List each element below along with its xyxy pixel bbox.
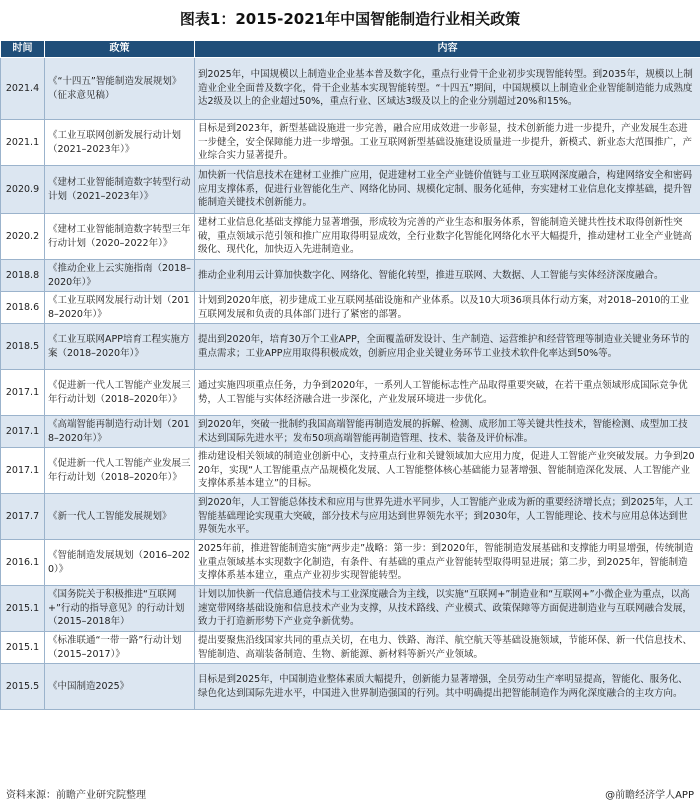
table-row bbox=[1, 448, 700, 494]
time-cell: 2015.1 bbox=[1, 586, 45, 632]
policy-cell: 《新一代人工智能发展规划》 bbox=[45, 494, 195, 540]
content-cell: 目标是到2023年，新型基础设施进一步完善，融合应用成效进一步彰显，技术创新能力进一步提升，产业发展生态进一步健全，安全保障能力进一步增强。工业互联网新型基础设施建设质量进一步提升，新模式、新业态大范围推广，产业综合实力显著提升。 bbox=[195, 120, 700, 166]
policy-cell: 《促进新一代人工智能产业发展三年行动计划（2018–2020年）》 bbox=[45, 448, 195, 494]
table-row bbox=[1, 166, 700, 214]
table-row bbox=[1, 540, 700, 586]
time-cell: 2018.5 bbox=[1, 324, 45, 370]
policy-cell: 《促进新一代人工智能产业发展三年行动计划（2018–2020年）》 bbox=[45, 370, 195, 416]
time-cell: 2020.2 bbox=[1, 214, 45, 260]
table-row bbox=[1, 494, 700, 540]
content-cell: 计划到2020年底，初步建成工业互联网基础设施和产业体系。以及10大项36项具体行动方案，对2018–2010的工业互联网发展和负责的具体部门进行了紧密的部署。 bbox=[195, 292, 700, 324]
content-cell: 到2025年，中国规模以上制造业企业基本普及数字化，重点行业骨干企业初步实现智能转型。到2035年，规模以上制造业企业全面普及数字化，骨干企业基本实现智能转型。“十四五”期间，中国规模以上制造业企业智能制造能力成熟度达2级及以上的企业超过50%，重点行业、区域达3级及以上的企业分别超过20%和15%。 bbox=[195, 58, 700, 120]
policy-cell: 《工业互联网创新发展行动计划（2021–2023年）》 bbox=[45, 120, 195, 166]
header-policy: 政策 bbox=[45, 41, 195, 58]
time-cell: 2020.9 bbox=[1, 166, 45, 214]
content-cell: 加快新一代信息技术在建材工业推广应用，促进建材工业全产业链价值链与工业互联网深度融合，构建网络安全和密码应用支撑体系，促进行业智能化生产、网络化协同、规模化定制、服务化延伸，夯实建材工业信息化支撑基础，提升智能制造关键技术创新能力。 bbox=[195, 166, 700, 214]
header-content: 内容 bbox=[195, 41, 700, 58]
header-time: 时间 bbox=[1, 41, 45, 58]
content-cell: 到2020年，突破一批制约我国高端智能再制造发展的拆解、检测、成形加工等关键共性技术，智能检测、成型加工技术达到国际先进水平；发布50项高端智能再制造管理、技术、装备及评价标准。 bbox=[195, 416, 700, 448]
table-row bbox=[1, 370, 700, 416]
time-cell: 2021.1 bbox=[1, 120, 45, 166]
content-cell: 推动企业利用云计算加快数字化、网络化、智能化转型，推进互联网、大数据、人工智能与实体经济深度融合。 bbox=[195, 260, 700, 292]
table-row bbox=[1, 586, 700, 632]
source-note: 资料来源：前瞻产业研究院整理 bbox=[6, 790, 146, 801]
policy-cell: 《中国制造2025》 bbox=[45, 664, 195, 710]
content-cell: 到2020年，人工智能总体技术和应用与世界先进水平同步，人工智能产业成为新的重要经济增长点；到2025年，人工智能基础理论实现重大突破，部分技术与应用达到世界领先水平；到2030年，人工智能理论、技术与应用总体达到世界领先水平。 bbox=[195, 494, 700, 540]
content-cell: 提出要聚焦沿线国家共同的重点关切，在电力、铁路、海洋、航空航天等基础设施领域，节能环保、新一代信息技术、智能制造、高端装备制造、生物、新能源、新材料等新兴产业领域。 bbox=[195, 632, 700, 664]
policy-cell: 《智能制造发展规划（2016–2020）》 bbox=[45, 540, 195, 586]
time-cell: 2017.1 bbox=[1, 370, 45, 416]
table-header-row bbox=[1, 41, 700, 58]
policy-cell: 《建材工业智能制造数字转型三年行动计划（2020–2022年）》 bbox=[45, 214, 195, 260]
table-row bbox=[1, 260, 700, 292]
page-title: 图表1：2015-2021年中国智能制造行业相关政策 bbox=[179, 10, 521, 28]
content-cell: 计划以加快新一代信息通信技术与工业深度融合为主线，以实施“互联网+”制造业和“互联网+”小微企业为重点，以高速宽带网络基础设施和信息技术产业为支撑，从技术路线、产业模式、政策保障等方面促进制造业与互联网融合发展，致力于打造新形势下产业竞争新优势。 bbox=[195, 586, 700, 632]
table-row bbox=[1, 416, 700, 448]
table-row bbox=[1, 214, 700, 260]
time-cell: 2015.5 bbox=[1, 664, 45, 710]
content-cell: 提出到2020年，培育30万个工业APP，全面覆盖研发设计、生产制造、运营维护和经营管理等制造业关键业务环节的重点需求；工业APP应用取得积极成效，创新应用企业关键业务环节工业技术软件化率达到50%等。 bbox=[195, 324, 700, 370]
table-row bbox=[1, 120, 700, 166]
content-cell: 目标是到2025年，中国制造业整体素质大幅提升，创新能力显著增强，全员劳动生产率明显提高，智能化、服务化、绿色化达到国际先进水平，中国进入世界制造强国的行列。其中明确提出把智能制造作为两化深度融合的主攻方向。 bbox=[195, 664, 700, 710]
time-cell: 2017.7 bbox=[1, 494, 45, 540]
policy-cell: 《国务院关于积极推进“互联网+”行动的指导意见》的行动计划（2015–2018年） bbox=[45, 586, 195, 632]
policy-cell: 《建材工业智能制造数字转型行动计划（2021–2023年）》 bbox=[45, 166, 195, 214]
policy-cell: 《工业互联网APP培育工程实施方案（2018–2020年）》 bbox=[45, 324, 195, 370]
time-cell: 2018.8 bbox=[1, 260, 45, 292]
footer bbox=[0, 786, 700, 806]
table-row bbox=[1, 632, 700, 664]
content-cell: 2025年前，推进智能制造实施“两步走”战略：第一步：到2020年，智能制造发展基础和支撑能力明显增强，传统制造业重点领域基本实现数字化制造，有条件、有基础的重点产业智能转型取得明显进展；第二步，到2025年，智能制造支撑体系基本建立，重点产业初步实现智能转型。 bbox=[195, 540, 700, 586]
policy-cell: 《标准联通“一带一路”行动计划（2015–2017）》 bbox=[45, 632, 195, 664]
content-cell: 推动建设相关领域的制造业创新中心，支持重点行业和关键领域加大应用力度，促进人工智能产业突破发展。力争到2020年，实现“人工智能重点产品规模化发展、人工智能整体核心基础能力显著增强、智能制造深化发展、人工智能产业支撑体系基本建立”的目标。 bbox=[195, 448, 700, 494]
table-row bbox=[1, 664, 700, 710]
table-row bbox=[1, 324, 700, 370]
table-row bbox=[1, 58, 700, 120]
time-cell: 2018.6 bbox=[1, 292, 45, 324]
time-cell: 2017.1 bbox=[1, 416, 45, 448]
policy-cell: 《“十四五”智能制造发展规划》（征求意见稿） bbox=[45, 58, 195, 120]
time-cell: 2017.1 bbox=[1, 448, 45, 494]
time-cell: 2021.4 bbox=[1, 58, 45, 120]
policy-cell: 《高端智能再制造行动计划（2018–2020年）》 bbox=[45, 416, 195, 448]
time-cell: 2015.1 bbox=[1, 632, 45, 664]
brand-credit: @前瞻经济学人APP bbox=[605, 790, 694, 801]
policy-cell: 《工业互联网发展行动计划（2018–2020年）》 bbox=[45, 292, 195, 324]
policy-cell: 《推动企业上云实施指南（2018–2020年）》 bbox=[45, 260, 195, 292]
policy-table bbox=[0, 40, 700, 710]
time-cell: 2016.1 bbox=[1, 540, 45, 586]
content-cell: 通过实施四项重点任务，力争到2020年，一系列人工智能标志性产品取得重要突破，在若干重点领域形成国际竞争优势，人工智能与实体经济融合进一步深化，产业发展环境进一步优化。 bbox=[195, 370, 700, 416]
table-row bbox=[1, 292, 700, 324]
content-cell: 建材工业信息化基础支撑能力显著增强，形成较为完善的产业生态和服务体系，智能制造关键共性技术取得创新性突破，重点领域示范引领和推广应用取得明显成效，全行业数字化智能化网络化水平大幅提升，推动建材工业全产业链高级化、现代化，加快迈入先进制造业。 bbox=[195, 214, 700, 260]
